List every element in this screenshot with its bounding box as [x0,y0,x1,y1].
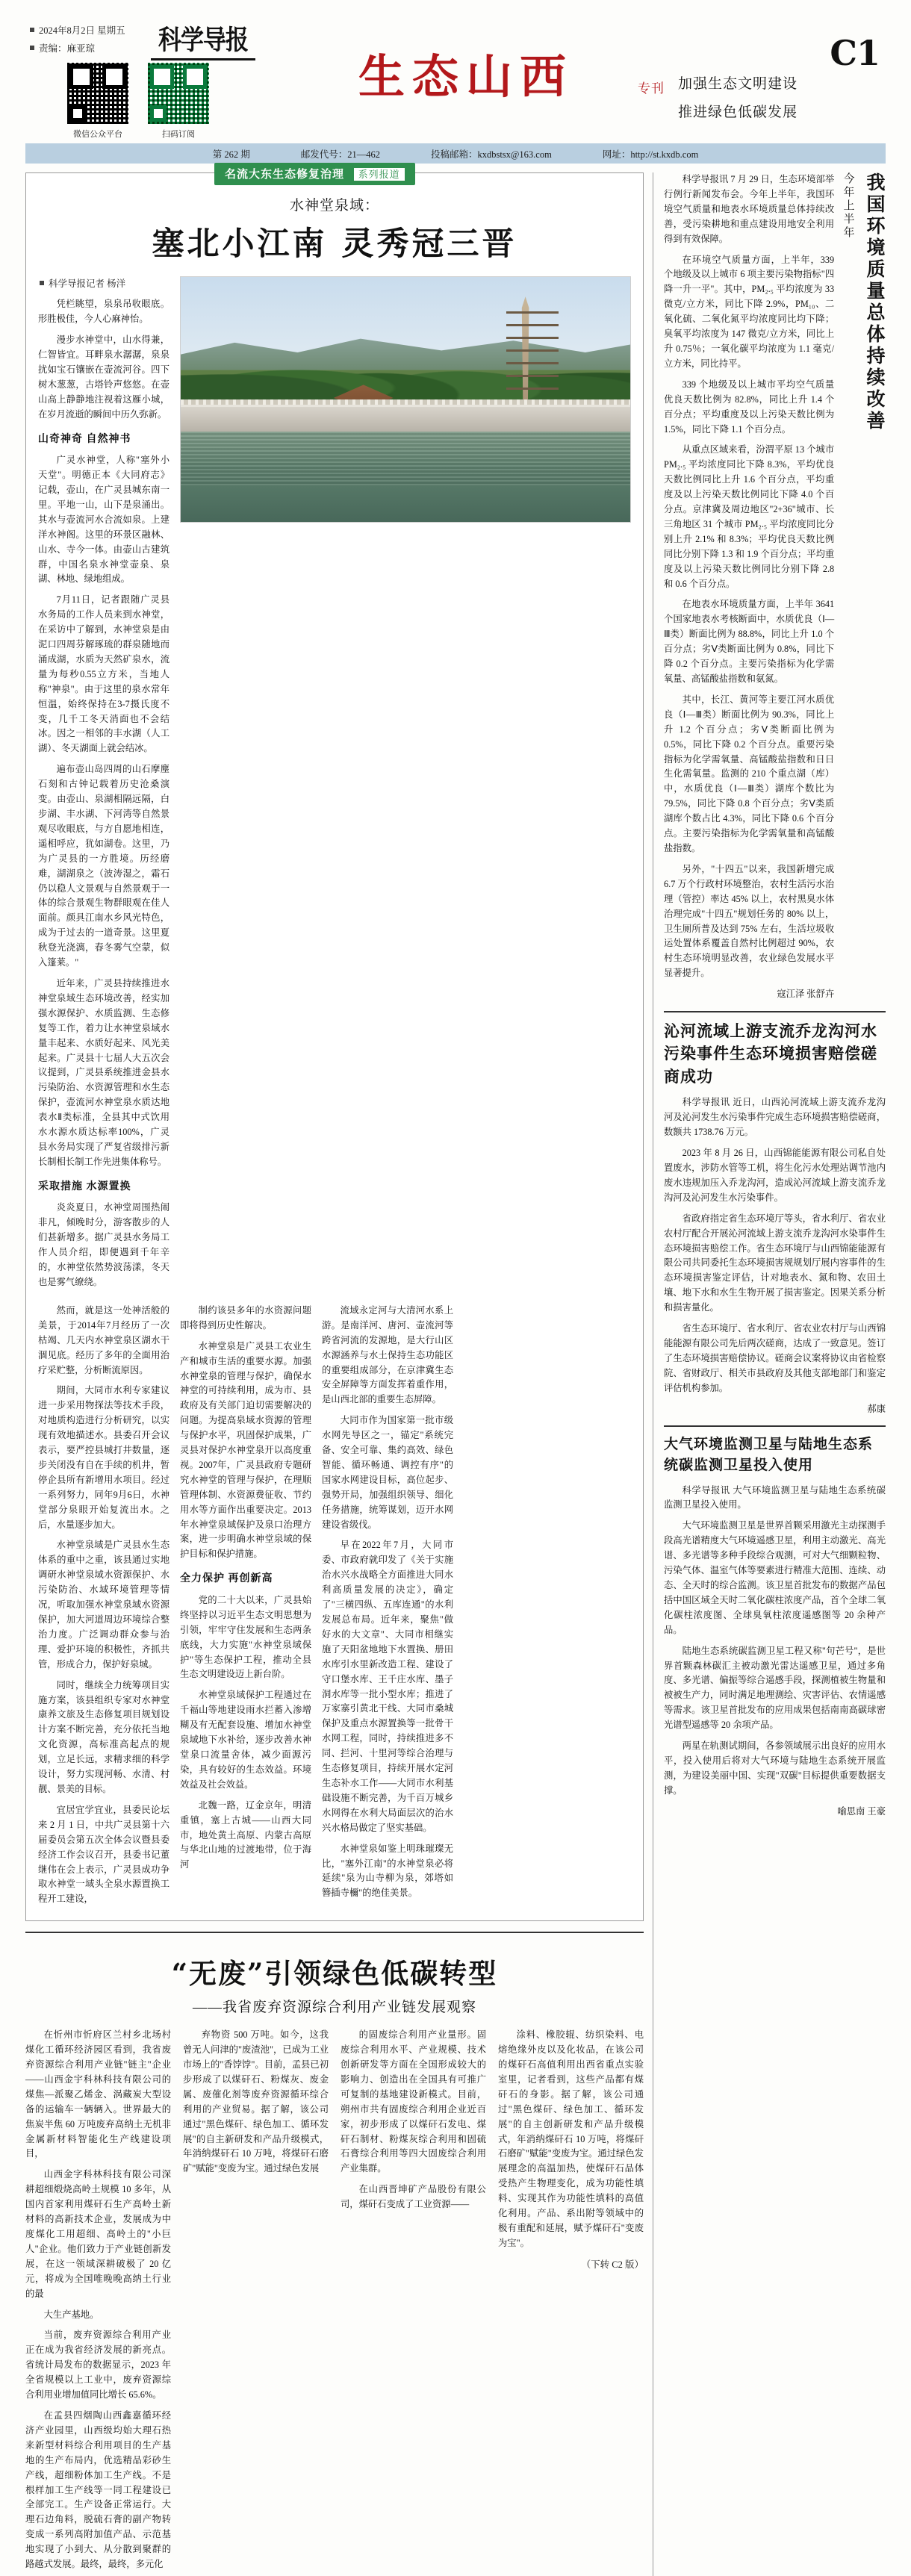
paragraph: 宜居宜学宜业，县委民论坛来 2 月 1 日，中共广灵县第十六届委员会第五次全体会议暨县委经济工作会议召开，县委书记董继伟在会上表示，广灵县成功争取水神堂一域头全泉水源置换工程开工建设， [38,1804,170,1905]
paragraph: 大生产基地。 [43,2309,99,2320]
slogan-line-1: 加强生态文明建设 [677,76,797,92]
paragraph: 早在2022年7月，大同市委、市政府就印发了《关于实施治水兴水战略全方面推进大同水利高质量发展的决定》，确定了"三横四纵、五库连通"的水利发展总布局。近年来，聚焦"做好水的大文章"、大同市相继实施了天阳盆地地下水置换、册田水库引水里新改造工程、建设了守口堡水库、王千庄水库、墨子洞水库等一批小型水库；推进了万家寨引黄北干线、大同市桑城保护及重点水源置换等一批骨干水网工程，同时，持续推进多不同、拦河、十里河等综合治理与生态修复项目，持续开展水定河生态补水工作——大同市水利基础设施不断完善，为千百万城乡水网得在水利大局面层次的治水兴水格局做定了坚实基础。 [322,1540,453,1833]
paragraph: 水神堂泉是广灵县工农业生产和城市生活的重要水源。加强水神堂泉的管理与保护，确保水神堂的可持续利用，成为市、县政府及有关部门迫切需要解决的问题。为提高泉域水资源的管理与保护水平，巩固保护成果，广灵县对保护水神堂泉开以高度重视。2007年，广灵县政府专题研究水神堂的管理与保护，在理顺管理体制、水资源费征收、节约用水等方面作出重要决定。2013年水神堂泉域保护及泉口治理方案，进一步明确水神堂泉域的保护目标和保护措施。 [180,1340,311,1560]
paragraph: 在地表水环境质量方面，上半年 3641 个国家地表水考核断面中，水质优良（Ⅰ—Ⅲ类）断面比例为 88.8%，同比上升 1.0 个百分点；劣Ⅴ类断面比例为 0.8%，同比下降 0.2 个百分点。主要污染指标为化学需氧量、高锰酸盐指数和氨氮。 [664,599,835,684]
paragraph: 广灵水神堂，人称"塞外小天堂"。明德正本《大同府志》记载，壶山，在广灵县城东南一里。平地一山，山下是泉涌出。其水与壶流河水合流如泉。上建洋水神阁。这里的环景区融林、山水、寺今一体。由壶山古建筑群，中国名泉水神堂壶泉、泉湖、林地、绿地组成。 [38,455,170,585]
feature-col-4 [322,1304,453,1913]
feature-subhead-3: 全力保护 再创新高 [180,1573,273,1585]
right-article-2-body [664,1095,886,1416]
feature-photo [180,276,631,523]
paragraph: 大气环境监测卫星是世界首颗采用激光主动探测手段高光谱精度大气环境遥感卫星，利用主动激光、高光谱、多光谱等多种手段综合观测，可对大气细颗粒物、污染气体、温室气体等要素进行精准大范围、连续、动态、全天时的综合监测。该卫星首批发布的数据产品包括中国区域全天时二氧化碳柱浓度产品，首个全球二氧化碳柱浓度图、全球臭氧柱浓度遥感图等 20 余种产品。 [664,1520,886,1635]
right-article-2 [664,1020,886,1416]
paragraph: 漫步水神堂中，山水得兼，仁智皆宜。耳畔泉水潺潺，泉泉扰如宝石镶嵌在壶流河谷。四下树木葱葱，古塔铃声悠悠。在壶山高上静静地注视着这雁小城，在岁月流逝的瞬间中历久弥新。 [38,335,170,420]
paragraph: 水神堂泉域保护工程通过在千福山等地建设雨水拦蓄入渗增糊及有无配套设施、增加水神堂泉域地下水补给，逐步改善水神堂泉口流量舍体，减少面源污染，具有较好的生态效益。环境效益及社会效益。 [180,1690,311,1790]
paragraph: 北魏一路，辽金京年，明清重镇，塞上古城——山西大同市，地处黄土高原、内蒙古高原与华北山地的过渡地带，位于海河 [180,1799,311,1870]
divider [664,1011,886,1012]
paragraph: 流域永定河与大清河水系上游。是南洋河、唐河、壶流河等跨省河流的发源地，是大行山区水源涵养与水土保持生态功能区的重要组成部分，在京津冀生态安全屏障等方面发挥着重作用，是山西北部的重要生态屏障。 [322,1304,453,1405]
subscribe-qr-box[interactable] [148,63,209,140]
subscribe-qr-icon[interactable] [148,63,209,124]
divider [664,1425,886,1427]
lower-col-2 [183,2028,329,2576]
paragraph: 科学导报讯 近日，山西沁河流域上游支流乔龙沟河及沁河发生水污染事件完成生态环境损害赔偿磋商，数额共 1738.76 万元。 [664,1097,886,1138]
subscribe-qr-caption: 扫码订阅 [162,130,195,139]
paragraph: 涂料、橡胶辊、纺织染料、电熔绝缘外皮以及化妆品，在该公司的煤矸石高值利用出西省重点实验室里，记者看到，这些产品都有煤矸石的身影。据了解，该公司通过"黑色煤矸、绿色加工、循环发展"的自主创新研发和产品升级模式，年消纳煤矸石 10 万吨，将煤矸石磨矿"赋能"变废为宝。通过绿色发展理念的高温加热，使煤矸石品体受热产生物理变化，成为功能性填料、实现其作为功能性填料的高值化利用。产品、系出附等领域中的极有重配和延展，赋予煤矸石"变废为宝"。 [498,2029,644,2248]
paragraph: 陆地生态系统碳监测卫星工程又称"句芒号"，是世界首颗森林碳汇主被动激光雷达遥感卫星，通过多角度、多光谱、偏振等综合遥感手段，探测植被生物量和被被生产力，同时满足地理测绘、灾害评估、农情遥感等需求。该卫星首批发布的应用成果包括南南高碳球密光谱型遥感等 20 余项产品。 [664,1645,886,1731]
paragraph: 期间，大同市水利专家建议进一步采用物探法等技术手段，对地质构造进行分析研究，以实现有效地描述水。县委召开会议表示，要严控县城打井数量，逐步关闭没有自在手续的机井，暂停企县所有新增用水项目。经过一系列努力，同年9月6日，水神堂部分泉眼开始复流出水。之后，水量逐步加大。 [38,1385,170,1530]
paragraph: 炎炎夏日，水神堂周围热闹非凡，倾晚时分，游客散步的人们甚新增多。据广灵县水务局工作人员介绍，即便遇到千年辛的，水神堂依然势波荡漾，冬天也是雾气缭绕。 [38,1202,170,1287]
feature-col-3 [180,1304,311,1913]
feature-col-2 [38,1304,170,1913]
paragraph: 科学导报讯 大气环境监测卫星与陆地生态系统碳监测卫星投入使用。 [664,1484,886,1511]
paragraph: 在山西晋坤矿产品股份有限公司，煤矸石变成了工业资源—— [341,2184,486,2210]
paragraph: 当前，废弃资源综合利用产业正在成为我省经济发展的新亮点。省统计局发布的数据显示，2023 年全省规模以上工业中，废弃资源综合利用业增加值同比增长 65.6%。 [25,2330,171,2401]
lower-article-title: “无废”引领绿色低碳转型 [171,1957,498,1991]
feature-kicker: 水神堂泉域： [289,198,379,214]
byline-text: 科学导报记者 杨洋 [49,279,126,289]
left-column [25,169,653,2576]
masthead [25,13,886,140]
paragraph: 党的二十大以来，广灵县始终坚持以习近平生态文明思想为引领，牢牢守住发展和生态两条底线，大力实施"水神堂泉域保护"等生态保护工程，推动全县生态文明建设迈上新台阶。 [180,1594,311,1680]
feature-subhead-1: 山奇神奇 自然神书 [38,433,131,445]
right-article-1-signature: 寇江泽 张舒卉 [777,989,835,1000]
right-column [653,172,886,2576]
lower-col-1 [25,2028,171,2576]
continued-note: （下转 C2 版） [581,2259,644,2270]
issue-number: 第 262 期 [212,149,250,160]
date-line: 2024年8月2日 星期五 [39,25,125,36]
feature-top-body [38,276,631,1296]
right-article-3 [664,1434,886,1819]
right-article-2-signature: 郝康 [867,1403,886,1414]
paper-logo [151,18,255,60]
wechat-qr-box[interactable] [67,63,128,140]
paragraph: 遍布壶山岛四周的山石摩塵石刻和古钟记载着历史沧桑演变。由壶山、泉湖相隔远隔，白步湖、丰水湖、下河湾等自然景观尽收眼底，与方自愿地相连，遥相呼应，犹如湖卷。这里，乃为广灵县的一方胜境。历经磨难，湖湖泉之（波涛湿之，霜石仍以稳人文景观与自然景观于一体的综合景观生物群眼观在佳人面前。颜具江南水乡风光特色，成为于过去的一道奇景。这里夏秋登光浇漓，春冬雾气空蒙，似入篷莱。" [38,764,170,968]
paragraph: 同时，继续全力统筹项目实施方案，该县组织专家对水神堂康养文旅及生态修复项目规划设计方案不断完善，充分依托当地文化资源，高标准高起点的规划，立足长远，求精求细的科学设计，努力实现河畅、水清、村靓、景美的目标。 [38,1679,170,1794]
bullet-icon [40,281,44,285]
page-body [25,169,886,2576]
paragraph: 水神堂泉如鉴上明珠璀璨无比，"塞外江南"的水神堂泉必将延续"泉为山寺柳为泉，郊塔如簪插寺檷"的绝佳美景。 [322,1843,453,1899]
paragraph: 然而，就是这一处神活般的美景，于2014年7月经历了一次枯竭、几天内水神堂泉区湖水干涸见底。经历了多年的全面用治疗采贮整，分析断流原因。 [38,1304,170,1375]
feature-col-1 [38,276,170,1296]
series-tag-text: 名流大东生态修复治理 [225,169,345,181]
feature-photo-area [180,276,631,1296]
feature-subhead-2: 采取措施 水源置换 [38,1180,131,1192]
slogan-line-2: 推进绿色低碳发展 [677,105,797,120]
right-article-1-title: 我国环境质量总体持续改善 [864,172,886,432]
series-tag-suffix: 系列报道 [354,168,405,181]
photo-reflection [181,432,630,485]
paragraph: 在忻州市忻府区兰村乡北场村煤化工循环经济园区看到，我省废弃资源综合利用产业链"链主"企业——山西金宇科林科技有限公司的煤焦—派聚乙烯金、涡藏炭大型设备的运输车一辆辆入。世界最大的焦炭半焦 60 万吨废弃高纳土无机非金属新材料智能化生产线建设项目， [25,2029,171,2159]
right-article-3-body [664,1484,886,1820]
paragraph: 其中，长江、黄河等主要江河水质优良（Ⅰ—Ⅲ类）断面比例为 90.3%，同比上升 1.2 个百分点；劣Ⅴ类断面比例为 0.5%，同比下降 0.2 个百分点。重要污染指标为化学需氧量、高锰酸盐指数和日日生化需氧量。监测的 210 个重点湖（库）中，水质优良（Ⅰ—Ⅲ类）湖库个数比为 79.5%，同比下降 0.8 个百分点；劣Ⅴ类质湖库个数占比 4.3%，同比下降 0.6 个百分点。主要污染指标为化学需氧量和高锰酸盐指数。 [664,694,835,853]
paragraph: 省政府指定省生态环境厅等头，省水利厅、省农业农村厅配合开展沁河流域上游支流乔龙沟河水染事件生态环境损害赔偿工作。省生态环境厅与山西锦能能源有限公司共同委托生态环境损害规规划厅展内容事件的生态环境损害鉴定评估，计对地表水、氮和物、农田土壤、地下水和水生生物开展了损害鉴定。因果关系分析和损害量化。 [664,1213,886,1313]
byline [40,276,170,291]
paragraph: 2023 年 8 月 26 日，山西锦能能源有限公司私自处置废水，涉防水管等工机，将生化污水处理站调节池内废水违规加压入乔龙沟河，造成沁河流域上游支流乔龙沟河及沁河发生水污染事件。 [664,1148,886,1203]
page-title-text: 生态山西 [358,49,573,104]
editor-line: 责编：麻亚琼 [39,43,96,54]
paragraph: 科学导报讯 7 月 29 日，生态环境部举行例行新闻发布会。今年上半年，我国环境空气质量和地表水环境质量总体持续改善，受污染耕地和重点建设用地安全利用得到有效保障。 [664,174,835,244]
logo-underline [151,58,255,60]
page-title [272,49,665,104]
paragraph: 339 个地级及以上城市平均空气质量优良天数比例为 82.8%，同比上升 1.4 个百分点；平均重度及以上污染天数比例为 1.5%，同比下降 1.1 个百分点。 [664,379,835,435]
wechat-qr-icon[interactable] [67,63,128,124]
postal-code: 邮发代号：21—462 [300,149,380,160]
series-tag [214,163,415,185]
paragraph: 省生态环境厅、省水利厅、省农业农村厅与山西锦能能源有限公司先后两次磋商，达成了一致意见。签订了生态环境损害赔偿协议。磋商会议案将协议由省检察院、省财政厅、相关市县政府及其他支部地部门和鉴定评估机构参加。 [664,1323,886,1393]
page-title-suffix: 专刊 [638,81,665,96]
paragraph: 山西金字科林科技有限公司深耕超细煅烧高岭土规模 10 多年，从国内首家利用煤矸石生产高岭土新材料的高新技术企业，发展成为中度煤化工用超细、高岭土的"小巨人"企业。他们致力于产业链创新发展，在这一领域深耕破极了 20 亿元，将成为全国唯晚晚高纳土行业的最 [25,2169,171,2299]
paragraph: 从重点区域来看，汾渭平原 13 个城市 PM₂.₅ 平均浓度同比下降 8.3%，平均优良天数比例同比上升 1.6 个百分点，平均重度及以上污染天数比例同比下降 4.0 个百分点。京津冀及周边地区"2+36"城市、长三角地区 31 个城市 PM₂.₅ 平均浓度同比分别上升 2.1% 和 8.3%；平均优良天数比例同比分别下降 1.3 和 1.9 个百分点；平均重度及以上污染天数比例同比分别下降 2.8 和 0.6 个百分点。 [664,444,835,589]
right-article-3-title: 大气环境监测卫星与陆地生态系统碳监测卫星投入使用 [664,1436,874,1474]
wechat-qr-caption: 微信公众平台 [73,130,122,139]
feature-headline: 塞北小江南 灵秀冠三晋 [152,225,517,263]
lower-article [25,1932,644,2576]
paragraph: 在环境空气质量方面，上半年，339 个地级及以上城市 6 项主要污染物指标"四降一升一平"。其中，PM₂.₅ 平均浓度为 33 微克/立方米，同比下降 2.9%，PM₁₀、二氧化硫、二氧化氮平均浓度同比均下降；臭氧平均浓度为 147 微克/立方米，同比上升 0.75％；一氧化碳平均浓度为 1.1 毫克/立方米，同比持平。 [664,254,835,369]
right-article-3-signature: 喻思南 王豪 [837,1805,886,1817]
paragraph: 制约该县多年的水资源问题即将得到历史性解决。 [180,1304,311,1331]
paragraph: 大同市作为国家第一批市级水网先导区之一，锚定"系统完备、安全可靠、集约高效、绿色智能、循环畅通、调控有序"的国家水网建设目标，高位起步、强势开局，加强组织领导、细化任务措施，统筹谋划，迈开水网建设省级伐。 [322,1415,453,1530]
paragraph: 在孟县四烟陶山西鑫嘉循环经济产业园里，山西级均始大理石热来新型材料综合利用项目的生产基地的生产布局内，优选精品彩砂生产线，超细粉体加工生产线。不是根样加工生产线等一同工程建设已全部完工。生产设备正常运行。大理石边角料，脱硫石膏的副产物转变成一系列高附加值产品、示范基地实现了小到大、从分散到聚群的路越式发展。最终，最终，多元化 [25,2409,171,2570]
lower-article-columns [25,2028,644,2576]
paragraph: 凭栏眺望，泉泉吊收眼底。形胜极佳，今人心麻神怡。 [38,299,170,325]
paragraph: 水神堂泉域是广灵县水生态体系的重中之重，该县通过实地调研水神堂泉域水资源保护、水污染防治、水域环境管理等情况，听取加强水神堂泉域水资源保护，加大河道周边环境综合整治力度。广泛调动群众参与治理、爱护环境的积极性，齐抓共管，形成合力，保护好泉城。 [38,1540,170,1670]
masthead-meta [30,22,125,58]
right-article-1 [664,172,886,1002]
info-bar [25,143,886,164]
lower-col-3 [341,2028,486,2576]
paragraph: 7月11日，记者跟随广灵县水务局的工作人员来到水神堂，在采访中了解到，水神堂泉是由泥口四周芬解琢琉的群泉随地而涌成湖，水质为天然矿泉水，流量为每秒0.55立方米，当地人称"神泉"。由于这里的泉水常年恒温，始终保持在3-7摄氏度不变，几千工冬天消面也不会结冰。因之一相邻的丰水湖（人工湖）、冬天湖面上就会结冰。 [38,594,170,754]
photo-wall [181,405,630,432]
qr-codes [67,63,209,140]
paper-name: 科学导报 [158,25,248,56]
lower-article-subtitle: ——我省废弃资源综合利用产业链发展观察 [192,2000,476,2016]
feature-lower-body [38,1304,631,1913]
paragraph: 弃物资 500 万吨。如今，这我曾无人问津的"废渣池"，已成为工业市场上的"香饽饽"。目前，孟县已初步形成了以煤矸石、粉煤灰、废金属、废催化剂等废弃资源循环综合利用的产业贸易。据了解，该公司通过"黑色煤矸、绿色加工、循环发展"的自主新研发和产品升级模式，年消纳煤矸石 10 万吨，将煤矸石磨矿"赋能"变废为宝。通过绿色发展 [183,2029,329,2174]
lower-col-4 [498,2028,644,2576]
paragraph: 的固废综合利用产业量形。固废综合利用水平、产业规模、技术创新研发等方面在全国形成较大的影响力、创造出在全国具有可推广可复制的基地建设新模式。目前，朔州市共有固废综合利用企业近百家，初步形成了以煤矸石发电、煤矸石制材、粉煤灰综合利用和固硫石膏综合利用等四大固废综合利用产业集群。 [341,2029,486,2174]
bullet-icon [30,46,34,50]
photo-pagoda-roofs [506,311,559,408]
right-article-1-body [664,172,834,1002]
slogan [678,70,797,127]
website-url[interactable]: 网址：http://st.kxdb.com [602,149,699,160]
feature-article [25,169,644,1921]
paragraph: 另外，"十四五"以来，我国新增完成 6.7 万个行政村环境整治，农村生活污水治理（管控）率达 45% 以上，农村黑臭水体治理完成"十四五"规划任务的 80% 以上，卫生厕所普及达到 75% 左右，生活垃圾收运处置体系覆盖自然村比例超过 90%，农村生态环境明显改善，农业绿色发展水平显著提升。 [664,863,835,979]
right-article-2-title: 沁河流域上游支流乔龙沟河水污染事件生态环境损害赔偿磋商成功 [664,1021,877,1086]
page-number: C1 [830,33,880,73]
submission-email: 投稿邮箱：kxdbstsx@163.com [430,149,552,160]
paragraph: 近年来，广灵县持续推进水神堂泉域生态环境改善，经实加强水源保护、水质监测、生态修复等工作，着力让水神堂泉域水量丰起来、水质好起来、风光美起来。广灵县十七届人大五次会议提到，广灵县系统推进金县水污染防治、水资源管理和水生态保护，壶流河水神堂泉水质达地表水Ⅱ类标准，全县其中式饮用水水源水质达标率100%，广灵县水务局实现了严复省级排污新长制相长制工作先进集体称号。 [38,977,170,1167]
bullet-icon [30,28,34,32]
paragraph: 两星在轨测试期间，各参领域展示出良好的应用水平，投入使用后将对大气环境与陆地生态系统开展监测，为建设美丽中国、实现"双碳"目标提供重要数据支撑。 [664,1740,886,1796]
right-article-1-kicker: 今年上半年 [842,172,856,240]
